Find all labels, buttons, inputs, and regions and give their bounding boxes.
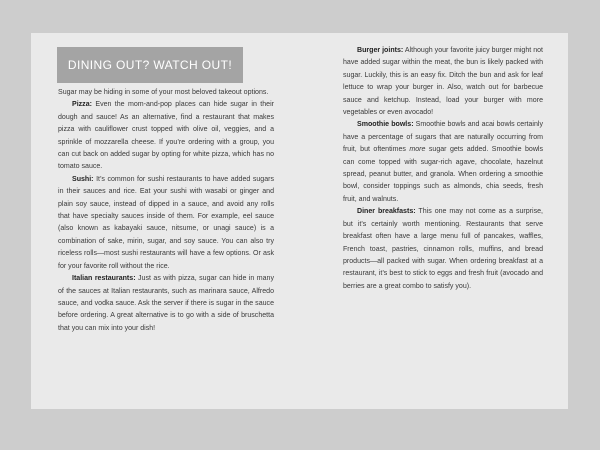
sushi-paragraph bbox=[58, 174, 274, 273]
page-title: DINING OUT? WATCH OUT! bbox=[67, 58, 233, 72]
burger-text: Although your favorite juicy burger might not have added sugar within the meat, the bun is likely packed with sugar. Luckily, this is an easy fix. Ditch the bun and ask for leaf lettuce to wrap your burger in. Also, watch out for barbecue sauce and ketchup. Instead, load your burger with more vegetables or even avocado! bbox=[343, 47, 543, 117]
book-spread bbox=[31, 33, 568, 409]
title-banner bbox=[57, 47, 243, 83]
diner-paragraph bbox=[343, 206, 543, 293]
sushi-text: It’s common for sushi restaurants to have added sugars in their sauces and rice. Eat your sushi with wasabi or ginger and plain soy sauce, instead of dipped in a sauce, and avoid any rolls that have specialty sauces inside of them. For example, eel sauce (also known as kabayaki sauce, nitsume, or unagi sauce) is a combination of sake, mirin, sugar, and soy sauce. You can also try riceless rolls—most sushi restaurants will have a few options. Or ask for your favorite roll without the rice. bbox=[58, 175, 274, 270]
pizza-paragraph bbox=[58, 99, 274, 173]
diner-heading: Diner breakfasts: bbox=[357, 208, 416, 216]
intro-paragraph: Sugar may be hiding in some of your most beloved takeout options. bbox=[58, 89, 269, 96]
smoothie-text-after: sugar gets added. Smoothie bowls can come topped with sugar-rich agave, chocolate, hazelnut spread, peanut butter, and granola. When ordering a smoothie bowl, consider toppings such as almonds, chia seeds, fresh fruit, and walnuts. bbox=[343, 146, 543, 203]
burger-paragraph bbox=[343, 45, 543, 119]
italian-heading: Italian restaurants: bbox=[72, 275, 136, 283]
smoothie-paragraph bbox=[343, 119, 543, 206]
italian-text: Just as with pizza, sugar can hide in many of the sauces at Italian restaurants, such as marinara sauce, Alfredo sauce, and vodka sauce. Ask the server if there is sugar in the sauce before ordering. A great alternative is to go with a side of bruschetta that you can mix into your dish! bbox=[58, 275, 274, 332]
sushi-heading: Sushi: bbox=[72, 175, 94, 183]
burger-heading: Burger joints: bbox=[357, 47, 404, 54]
pizza-heading: Pizza: bbox=[72, 101, 92, 109]
left-column bbox=[58, 87, 274, 335]
smoothie-emphasis: more bbox=[409, 146, 426, 154]
smoothie-text-before: Smoothie bowls and acai bowls certainly have a percentage of sugars that are naturally occurring from fruit, but oftentimes bbox=[343, 121, 543, 154]
diner-text: This one may not come as a surprise, but it’s certainly worth mentioning. Restaurants that serve breakfast often have a large menu full of pancakes, waffles, French toast, pastries, cinnamon rolls, muffins, and bread products—all packed with sugar. When ordering breakfast at a restaurant, it’s best to stick to eggs and fresh fruit (avocado and berries are a great combo to satisfy you). bbox=[343, 208, 543, 290]
italian-paragraph bbox=[58, 273, 274, 335]
pizza-text: Even the mom-and-pop places can hide sugar in their dough and sauce! As an alternative, find a restaurant that makes pizza with cauliflower crust topped with olive oil, veggies, and a sprinkle of mozzarella cheese. If you’re ordering with a group, you can cut back on added sugar by opting for white pizza, which has no tomato sauce. bbox=[58, 101, 274, 171]
smoothie-heading: Smoothie bowls: bbox=[357, 121, 414, 129]
right-column bbox=[343, 45, 543, 293]
